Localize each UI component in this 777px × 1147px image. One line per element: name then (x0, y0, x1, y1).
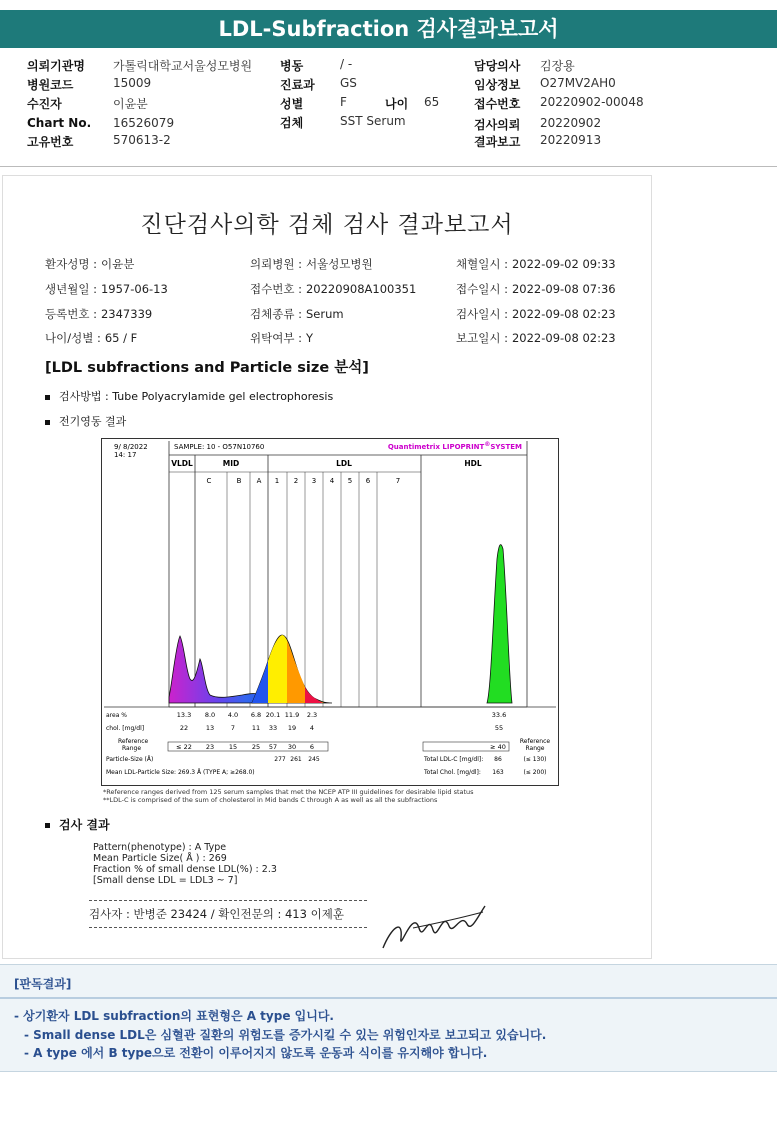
meta-value: 570613-2 (113, 133, 171, 147)
chol-value: 22 (179, 724, 189, 732)
ref-value: 25 (251, 743, 261, 751)
patient-field: 위탁여부 : Y (250, 331, 314, 345)
area-value: 20.1 (265, 711, 281, 719)
band-label-3: 3 (311, 477, 317, 485)
chol-value: 11 (251, 724, 261, 732)
area-value: 8.0 (204, 711, 216, 719)
meta-label: 의뢰기관명 (27, 59, 85, 73)
bullet-icon (45, 420, 50, 425)
meta-label: 병동 (280, 59, 304, 73)
chol-value: 33 (268, 724, 278, 732)
method-line: 검사방법 : Tube Polyacrylamide gel electrophoresis (45, 388, 333, 404)
row-label-chol: chol. [mg/dl] (106, 725, 145, 732)
row-label-psize: Particle-Size (Å) (106, 756, 154, 763)
section-title: [LDL subfractions and Particle size 분석] (45, 360, 369, 376)
signature-scribble-icon (373, 898, 493, 958)
chol-value: 7 (230, 724, 236, 732)
group-label-hdl: HDL (464, 459, 482, 468)
group-label-vldl: VLDL (171, 459, 193, 468)
ref-value: 30 (287, 743, 297, 751)
patient-field: 나이/성별 : 65 / F (45, 331, 138, 345)
judgement-line: - A type 에서 B type으로 전환이 이루어지지 않도록 운동과 식이를 유지해야 합니다. (24, 1046, 488, 1060)
ldl-band-colors (252, 635, 323, 703)
chart-date: 9/ 8/2022 (114, 443, 148, 451)
total-value: 86 (494, 756, 502, 763)
lipoprint-svg (102, 439, 558, 785)
band-label-5: 5 (347, 477, 353, 485)
meta-label: 병원코드 (27, 78, 74, 92)
scanned-report (3, 176, 651, 958)
chart-system: Quantimetrix LIPOPRINT®SYSTEM (387, 441, 522, 451)
area-value-hdl: 33.6 (491, 711, 507, 719)
band-label-7: 7 (395, 477, 401, 485)
signature-line: 검사자 : 반병준 23424 / 확인전문의 : 413 이제훈 (89, 900, 367, 928)
order-meta (0, 52, 777, 166)
chol-value-hdl: 55 (494, 724, 504, 732)
judgement-panel (0, 964, 777, 1072)
meta-value: 20220902-00048 (540, 95, 644, 109)
band-label-2: 2 (293, 477, 299, 485)
meta-value: SST Serum (340, 114, 406, 128)
row-label-area: area % (106, 712, 127, 719)
meta-label: 결과보고 (474, 135, 521, 149)
meta-label: 임상정보 (474, 78, 521, 92)
meta-label: 담당의사 (474, 59, 521, 73)
meta-value: 16526079 (113, 116, 175, 130)
psize-value: 261 (290, 756, 302, 763)
ref-value: 15 (228, 743, 238, 751)
ref-value: ≤ 22 (176, 743, 192, 751)
row-label-mean: Mean LDL-Particle Size: 269.3 Å (TYPE A; ≥268.0) (106, 769, 255, 776)
meta-value: F (340, 95, 347, 109)
patient-field: 의뢰병원 : 서울성모병원 (250, 257, 373, 271)
area-value: 6.8 (250, 711, 262, 719)
meta-value: 이윤분 (113, 97, 148, 111)
row-label-ref: Reference (118, 738, 149, 745)
row-label-ref-right: Reference (519, 738, 551, 745)
band-label-B: B (236, 477, 242, 485)
divider (0, 997, 777, 999)
meta-label: 접수번호 (474, 97, 521, 111)
total-ref: (≤ 130) (523, 756, 547, 763)
meta-value: 김장용 (540, 59, 575, 73)
group-label-mid: MID (222, 459, 240, 468)
band-label-1: 1 (274, 477, 280, 485)
row-label-ref-right-2: Range (525, 745, 545, 752)
meta-value: 20220913 (540, 133, 602, 147)
meta-label: 나이 (385, 97, 409, 111)
chart-time: 14: 17 (114, 451, 137, 459)
judgement-line: - Small dense LDL은 심혈관 질환의 위험도를 증가시킬 수 있는 위험인자로 보고되고 있습니다. (24, 1028, 547, 1042)
hdl-peak (487, 545, 512, 703)
electro-line: 전기영동 결과 (45, 413, 126, 429)
patient-field: 접수일시 : 2022-09-08 07:36 (456, 282, 616, 296)
result-section: 검사 결과 (45, 816, 110, 833)
chol-value: 13 (205, 724, 215, 732)
patient-field: 환자성명 : 이윤분 (45, 257, 135, 271)
meta-value: GS (340, 76, 357, 90)
band-label-6: 6 (365, 477, 371, 485)
total-value: 163 (492, 769, 504, 776)
area-value: 2.3 (306, 711, 318, 719)
report-title: 진단검사의학 검체 검사 결과보고서 (140, 212, 514, 238)
patient-field: 접수번호 : 20220908A100351 (250, 282, 417, 296)
meta-label: 성별 (280, 97, 304, 111)
total-label: Total Chol. [mg/dl]: (424, 769, 481, 776)
psize-value: 277 (274, 756, 286, 763)
area-value: 11.9 (284, 711, 300, 719)
patient-field: 검체종류 : Serum (250, 307, 344, 321)
ref-box-left (168, 742, 328, 751)
meta-value: 15009 (113, 76, 152, 90)
meta-label: 검체 (280, 116, 304, 130)
divider (0, 166, 777, 167)
patient-field: 등록번호 : 2347339 (45, 307, 153, 321)
row-label-ref-2: Range (122, 745, 142, 752)
electrophoresis-trace (169, 636, 268, 703)
meta-label: Chart No. (27, 116, 92, 130)
judgement-line: - 상기환자 LDL subfraction의 표현형은 A type 입니다. (14, 1009, 334, 1023)
ref-value-hdl: ≥ 40 (490, 743, 506, 751)
band-label-C: C (206, 477, 212, 485)
ref-value: 6 (309, 743, 315, 751)
meta-value: 가톨릭대학교서울성모병원 (113, 59, 253, 73)
patient-field: 채혈일시 : 2022-09-02 09:33 (456, 257, 616, 271)
chart-sample: SAMPLE: 10 - O57N10760 (174, 443, 265, 451)
band-2-fill (287, 641, 305, 703)
meta-value: / - (340, 57, 353, 71)
lipoprint-chart (101, 438, 559, 786)
area-value: 13.3 (176, 711, 192, 719)
chol-value: 4 (309, 724, 315, 732)
meta-value: O27MV2AH0 (540, 76, 616, 90)
chol-value: 19 (287, 724, 297, 732)
ref-value: 57 (268, 743, 278, 751)
patient-field: 검사일시 : 2022-09-08 02:23 (456, 307, 616, 321)
meta-value: 20220902 (540, 116, 602, 130)
psize-value: 245 (308, 756, 320, 763)
meta-value: 65 (424, 95, 440, 109)
report-header: LDL-Subfraction 검사결과보고서 (0, 10, 777, 48)
group-label-ldl: LDL (336, 459, 352, 468)
patient-field: 생년월일 : 1957-06-13 (45, 282, 168, 296)
bullet-icon (45, 395, 50, 400)
quant-table (106, 711, 550, 776)
meta-label: 고유번호 (27, 135, 74, 149)
total-label: Total LDL-C [mg/dl]: (424, 756, 484, 763)
chart-notes: *Reference ranges derived from 125 serum samples that met the NCEP ATP III guidelines for desirable lipid status **LDL-C is comprised of the sum of cholesterol in Mid bands C through A as well as all the subfractions (103, 788, 474, 804)
bullet-icon (45, 823, 50, 828)
band-label-A: A (256, 477, 262, 485)
meta-label: 검사의뢰 (474, 118, 521, 132)
band-labels (207, 477, 401, 485)
area-value: 4.0 (227, 711, 239, 719)
result-summary: Pattern(phenotype) : A Type Mean Particle Size( Å ) : 269 Fraction % of small dense LDL(%) : 2.3 [Small dense LDL = LDL3 ~ 7] (93, 842, 277, 886)
patient-field: 보고일시 : 2022-09-08 02:23 (456, 331, 616, 345)
meta-label: 진료과 (280, 78, 315, 92)
band-label-4: 4 (329, 477, 335, 485)
meta-label: 수진자 (27, 97, 62, 111)
total-ref: (≤ 200) (523, 769, 547, 776)
judgement-title: [판독결과] (14, 977, 72, 991)
band-1-fill (268, 635, 287, 703)
ref-value: 23 (205, 743, 215, 751)
